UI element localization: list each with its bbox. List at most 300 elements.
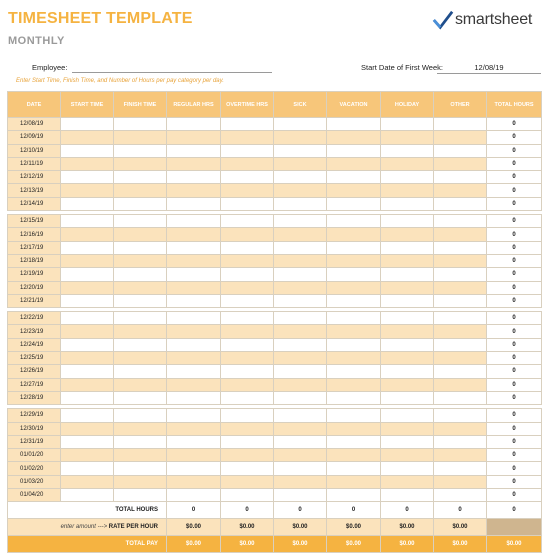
rate-blank-cell (487, 519, 542, 536)
entry-cell[interactable] (61, 197, 114, 210)
entry-cell[interactable] (274, 391, 327, 404)
entry-cell[interactable] (61, 338, 114, 351)
entry-cell[interactable] (167, 338, 221, 351)
date-cell: 12/17/19 (8, 241, 61, 254)
entry-cell[interactable] (167, 409, 221, 422)
entry-cell[interactable] (167, 475, 221, 488)
entry-cell[interactable] (434, 157, 487, 170)
entry-cell[interactable] (381, 254, 434, 267)
entry-cell[interactable] (381, 268, 434, 281)
entry-cell[interactable] (61, 409, 114, 422)
column-header: FINISH TIME (114, 92, 167, 118)
entry-cell[interactable] (381, 215, 434, 228)
entry-cell[interactable] (167, 268, 221, 281)
entry-cell[interactable] (274, 131, 327, 144)
entry-cell[interactable] (114, 241, 167, 254)
entry-cell[interactable] (61, 241, 114, 254)
entry-cell[interactable] (434, 184, 487, 197)
entry-cell[interactable] (114, 378, 167, 391)
entry-cell[interactable] (434, 489, 487, 502)
entry-cell[interactable] (434, 281, 487, 294)
entry-cell[interactable] (434, 391, 487, 404)
employee-input[interactable] (72, 72, 272, 73)
entry-cell[interactable] (274, 338, 327, 351)
date-cell: 12/24/19 (8, 338, 61, 351)
entry-cell[interactable] (381, 325, 434, 338)
rate-cell[interactable]: $0.00 (381, 519, 434, 536)
entry-cell[interactable] (434, 435, 487, 448)
entry-cell[interactable] (61, 184, 114, 197)
entry-cell[interactable] (61, 118, 114, 131)
entry-cell[interactable] (221, 131, 274, 144)
entry-cell[interactable] (434, 325, 487, 338)
entry-cell[interactable] (274, 118, 327, 131)
table-row (8, 365, 542, 378)
entry-cell[interactable] (221, 449, 274, 462)
entry-cell[interactable] (221, 215, 274, 228)
date-cell: 01/04/20 (8, 489, 61, 502)
entry-cell[interactable] (274, 435, 327, 448)
entry-cell[interactable] (327, 462, 381, 475)
total-hours-cell: 0 (167, 502, 221, 519)
entry-cell[interactable] (434, 241, 487, 254)
column-header: HOLIDAY (381, 92, 434, 118)
entry-cell[interactable] (434, 215, 487, 228)
entry-cell[interactable] (274, 215, 327, 228)
entry-cell[interactable] (61, 391, 114, 404)
entry-cell[interactable] (167, 215, 221, 228)
date-cell: 12/08/19 (8, 118, 61, 131)
entry-cell[interactable] (274, 462, 327, 475)
entry-cell[interactable] (327, 409, 381, 422)
entry-cell[interactable] (381, 378, 434, 391)
start-date-input[interactable]: 12/08/19 (437, 62, 541, 74)
entry-cell[interactable] (61, 294, 114, 307)
entry-cell[interactable] (274, 449, 327, 462)
entry-cell[interactable] (167, 241, 221, 254)
entry-cell[interactable] (434, 254, 487, 267)
entry-cell[interactable] (274, 475, 327, 488)
entry-cell[interactable] (167, 462, 221, 475)
entry-cell[interactable] (434, 197, 487, 210)
entry-cell[interactable] (114, 197, 167, 210)
entry-cell[interactable] (167, 312, 221, 325)
entry-cell[interactable] (274, 241, 327, 254)
entry-cell[interactable] (327, 325, 381, 338)
entry-cell[interactable] (221, 462, 274, 475)
row-total-cell: 0 (487, 294, 542, 307)
entry-cell[interactable] (61, 475, 114, 488)
entry-cell[interactable] (61, 171, 114, 184)
entry-cell[interactable] (327, 489, 381, 502)
entry-cell[interactable] (61, 144, 114, 157)
rate-cell[interactable]: $0.00 (221, 519, 274, 536)
page-subtitle: MONTHLY (8, 35, 65, 47)
row-total-cell: 0 (487, 228, 542, 241)
entry-cell[interactable] (61, 365, 114, 378)
row-total-cell: 0 (487, 184, 542, 197)
entry-cell[interactable] (61, 325, 114, 338)
page-title: TIMESHEET TEMPLATE (8, 10, 193, 27)
entry-cell[interactable] (61, 215, 114, 228)
entry-cell[interactable] (114, 352, 167, 365)
table-row (8, 422, 542, 435)
entry-cell[interactable] (61, 268, 114, 281)
date-cell: 12/13/19 (8, 184, 61, 197)
entry-cell[interactable] (114, 268, 167, 281)
entry-cell[interactable] (61, 462, 114, 475)
row-total-cell: 0 (487, 197, 542, 210)
date-cell: 01/01/20 (8, 449, 61, 462)
entry-cell[interactable] (381, 241, 434, 254)
entry-cell[interactable] (114, 391, 167, 404)
entry-cell[interactable] (327, 118, 381, 131)
entry-cell[interactable] (274, 144, 327, 157)
entry-cell[interactable] (114, 157, 167, 170)
column-header: SICK (274, 92, 327, 118)
rate-cell[interactable]: $0.00 (327, 519, 381, 536)
entry-cell[interactable] (327, 215, 381, 228)
row-total-cell: 0 (487, 489, 542, 502)
date-cell: 12/21/19 (8, 294, 61, 307)
entry-cell[interactable] (434, 118, 487, 131)
entry-cell[interactable] (327, 378, 381, 391)
total-hours-cell: 0 (327, 502, 381, 519)
rate-cell[interactable]: $0.00 (434, 519, 487, 536)
table-row (8, 338, 542, 351)
entry-cell[interactable] (61, 378, 114, 391)
entry-cell[interactable] (61, 422, 114, 435)
entry-cell[interactable] (381, 475, 434, 488)
entry-cell[interactable] (114, 281, 167, 294)
date-cell: 01/02/20 (8, 462, 61, 475)
entry-cell[interactable] (274, 157, 327, 170)
entry-cell[interactable] (274, 281, 327, 294)
entry-cell[interactable] (434, 338, 487, 351)
entry-cell[interactable] (381, 157, 434, 170)
entry-cell[interactable] (381, 184, 434, 197)
entry-cell[interactable] (167, 281, 221, 294)
entry-cell[interactable] (167, 294, 221, 307)
entry-cell[interactable] (167, 352, 221, 365)
entry-cell[interactable] (167, 391, 221, 404)
column-header: REGULAR HRS (167, 92, 221, 118)
entry-cell[interactable] (327, 312, 381, 325)
entry-cell[interactable] (381, 118, 434, 131)
row-total-cell: 0 (487, 131, 542, 144)
entry-cell[interactable] (381, 449, 434, 462)
entry-cell[interactable] (327, 422, 381, 435)
row-total-cell: 0 (487, 325, 542, 338)
entry-cell[interactable] (381, 171, 434, 184)
entry-cell[interactable] (327, 365, 381, 378)
entry-cell[interactable] (167, 489, 221, 502)
entry-cell[interactable] (274, 325, 327, 338)
total-pay-cell: $0.00 (274, 536, 327, 553)
entry-cell[interactable] (221, 118, 274, 131)
total-pay-label: TOTAL PAY (8, 536, 167, 553)
entry-cell[interactable] (114, 254, 167, 267)
entry-cell[interactable] (114, 144, 167, 157)
entry-cell[interactable] (327, 449, 381, 462)
entry-cell[interactable] (167, 197, 221, 210)
logo-text: smartsheet (455, 11, 533, 28)
entry-cell[interactable] (274, 171, 327, 184)
table-row (8, 325, 542, 338)
entry-cell[interactable] (221, 391, 274, 404)
entry-cell[interactable] (221, 157, 274, 170)
date-cell: 12/23/19 (8, 325, 61, 338)
entry-cell[interactable] (221, 422, 274, 435)
entry-cell[interactable] (167, 228, 221, 241)
entry-cell[interactable] (221, 325, 274, 338)
entry-cell[interactable] (327, 268, 381, 281)
entry-cell[interactable] (381, 197, 434, 210)
entry-cell[interactable] (434, 294, 487, 307)
entry-cell[interactable] (221, 254, 274, 267)
row-total-cell: 0 (487, 171, 542, 184)
entry-cell[interactable] (434, 378, 487, 391)
column-header: OVERTIME HRS (221, 92, 274, 118)
entry-cell[interactable] (274, 184, 327, 197)
entry-cell[interactable] (381, 352, 434, 365)
entry-cell[interactable] (381, 131, 434, 144)
entry-cell[interactable] (221, 312, 274, 325)
column-header: OTHER (434, 92, 487, 118)
entry-cell[interactable] (61, 281, 114, 294)
entry-cell[interactable] (61, 254, 114, 267)
entry-cell[interactable] (61, 312, 114, 325)
entry-cell[interactable] (114, 312, 167, 325)
entry-cell[interactable] (114, 184, 167, 197)
entry-cell[interactable] (381, 312, 434, 325)
entry-cell[interactable] (61, 157, 114, 170)
entry-cell[interactable] (221, 294, 274, 307)
entry-cell[interactable] (167, 254, 221, 267)
entry-cell[interactable] (114, 449, 167, 462)
entry-cell[interactable] (167, 325, 221, 338)
table-row (8, 254, 542, 267)
entry-cell[interactable] (61, 228, 114, 241)
entry-cell[interactable] (434, 352, 487, 365)
entry-cell[interactable] (274, 409, 327, 422)
entry-cell[interactable] (114, 215, 167, 228)
entry-cell[interactable] (381, 422, 434, 435)
entry-cell[interactable] (167, 435, 221, 448)
entry-cell[interactable] (114, 422, 167, 435)
entry-cell[interactable] (434, 171, 487, 184)
row-total-cell: 0 (487, 352, 542, 365)
row-total-cell: 0 (487, 378, 542, 391)
entry-cell[interactable] (167, 131, 221, 144)
row-total-cell: 0 (487, 268, 542, 281)
entry-cell[interactable] (327, 144, 381, 157)
entry-cell[interactable] (221, 184, 274, 197)
entry-cell[interactable] (167, 157, 221, 170)
entry-cell[interactable] (327, 435, 381, 448)
entry-cell[interactable] (167, 184, 221, 197)
entry-cell[interactable] (61, 435, 114, 448)
entry-cell[interactable] (167, 378, 221, 391)
entry-cell[interactable] (61, 131, 114, 144)
entry-cell[interactable] (167, 422, 221, 435)
total-hours-cell: 0 (274, 502, 327, 519)
entry-cell[interactable] (167, 171, 221, 184)
entry-cell[interactable] (327, 131, 381, 144)
entry-cell[interactable] (434, 268, 487, 281)
entry-cell[interactable] (381, 435, 434, 448)
entry-cell[interactable] (381, 294, 434, 307)
entry-cell[interactable] (274, 352, 327, 365)
row-total-cell: 0 (487, 462, 542, 475)
table-row (8, 144, 542, 157)
entry-cell[interactable] (327, 184, 381, 197)
rate-label-cell (8, 519, 167, 536)
date-cell: 12/19/19 (8, 268, 61, 281)
entry-cell[interactable] (274, 268, 327, 281)
total-hours-cell: 0 (434, 502, 487, 519)
table-row (8, 241, 542, 254)
entry-cell[interactable] (221, 338, 274, 351)
instruction-text: Enter Start Time, Finish Time, and Number of Hours per pay category per day. (16, 78, 224, 84)
entry-cell[interactable] (221, 489, 274, 502)
entry-cell[interactable] (381, 281, 434, 294)
entry-cell[interactable] (381, 409, 434, 422)
date-cell: 12/09/19 (8, 131, 61, 144)
entry-cell[interactable] (274, 228, 327, 241)
entry-cell[interactable] (114, 171, 167, 184)
entry-cell[interactable] (61, 352, 114, 365)
entry-cell[interactable] (114, 435, 167, 448)
column-header: TOTAL HOURS (487, 92, 542, 118)
entry-cell[interactable] (221, 435, 274, 448)
total-hours-cell: 0 (381, 502, 434, 519)
entry-cell[interactable] (381, 462, 434, 475)
entry-cell[interactable] (327, 228, 381, 241)
entry-cell[interactable] (114, 294, 167, 307)
entry-cell[interactable] (167, 144, 221, 157)
header-row (8, 92, 542, 118)
table-row (8, 171, 542, 184)
entry-cell[interactable] (434, 365, 487, 378)
entry-cell[interactable] (114, 338, 167, 351)
entry-cell[interactable] (327, 294, 381, 307)
entry-cell[interactable] (274, 312, 327, 325)
total-hours-cell: 0 (487, 502, 542, 519)
entry-cell[interactable] (167, 365, 221, 378)
entry-cell[interactable] (434, 449, 487, 462)
entry-cell[interactable] (274, 197, 327, 210)
entry-cell[interactable] (114, 228, 167, 241)
entry-cell[interactable] (434, 409, 487, 422)
entry-cell[interactable] (327, 197, 381, 210)
entry-cell[interactable] (274, 254, 327, 267)
entry-cell[interactable] (274, 294, 327, 307)
entry-cell[interactable] (274, 365, 327, 378)
entry-cell[interactable] (434, 144, 487, 157)
entry-cell[interactable] (114, 475, 167, 488)
entry-cell[interactable] (114, 325, 167, 338)
rate-note: enter amount ---> (60, 524, 108, 531)
table-row (8, 197, 542, 210)
entry-cell[interactable] (327, 171, 381, 184)
entry-cell[interactable] (221, 475, 274, 488)
entry-cell[interactable] (381, 391, 434, 404)
entry-cell[interactable] (327, 254, 381, 267)
entry-cell[interactable] (61, 489, 114, 502)
entry-cell[interactable] (327, 157, 381, 170)
date-cell: 12/31/19 (8, 435, 61, 448)
entry-cell[interactable] (221, 378, 274, 391)
entry-cell[interactable] (434, 422, 487, 435)
entry-cell[interactable] (114, 118, 167, 131)
entry-cell[interactable] (221, 228, 274, 241)
entry-cell[interactable] (221, 352, 274, 365)
entry-cell[interactable] (327, 281, 381, 294)
entry-cell[interactable] (381, 489, 434, 502)
table-row (8, 391, 542, 404)
column-header: VACATION (327, 92, 381, 118)
entry-cell[interactable] (434, 312, 487, 325)
table-row (8, 281, 542, 294)
entry-cell[interactable] (274, 378, 327, 391)
entry-cell[interactable] (274, 422, 327, 435)
row-total-cell: 0 (487, 144, 542, 157)
entry-cell[interactable] (327, 241, 381, 254)
total-pay-row (8, 536, 542, 553)
total-pay-cell: $0.00 (487, 536, 542, 553)
entry-cell[interactable] (381, 144, 434, 157)
entry-cell[interactable] (114, 131, 167, 144)
start-date-label: Start Date of First Week: (361, 63, 443, 72)
entry-cell[interactable] (327, 338, 381, 351)
entry-cell[interactable] (221, 144, 274, 157)
entry-cell[interactable] (221, 365, 274, 378)
rate-cell[interactable]: $0.00 (274, 519, 327, 536)
entry-cell[interactable] (434, 228, 487, 241)
entry-cell[interactable] (167, 118, 221, 131)
table-row (8, 489, 542, 502)
entry-cell[interactable] (274, 489, 327, 502)
entry-cell[interactable] (221, 197, 274, 210)
entry-cell[interactable] (327, 391, 381, 404)
entry-cell[interactable] (381, 228, 434, 241)
entry-cell[interactable] (327, 475, 381, 488)
entry-cell[interactable] (434, 131, 487, 144)
entry-cell[interactable] (434, 475, 487, 488)
entry-cell[interactable] (114, 489, 167, 502)
entry-cell[interactable] (221, 171, 274, 184)
entry-cell[interactable] (61, 449, 114, 462)
row-total-cell: 0 (487, 435, 542, 448)
entry-cell[interactable] (114, 365, 167, 378)
entry-cell[interactable] (221, 268, 274, 281)
entry-cell[interactable] (381, 338, 434, 351)
entry-cell[interactable] (221, 241, 274, 254)
entry-cell[interactable] (381, 365, 434, 378)
entry-cell[interactable] (221, 281, 274, 294)
entry-cell[interactable] (221, 409, 274, 422)
rate-cell[interactable]: $0.00 (167, 519, 221, 536)
date-cell: 12/28/19 (8, 391, 61, 404)
table-row (8, 435, 542, 448)
entry-cell[interactable] (327, 352, 381, 365)
entry-cell[interactable] (434, 462, 487, 475)
entry-cell[interactable] (114, 409, 167, 422)
row-total-cell: 0 (487, 312, 542, 325)
entry-cell[interactable] (114, 462, 167, 475)
entry-cell[interactable] (167, 449, 221, 462)
